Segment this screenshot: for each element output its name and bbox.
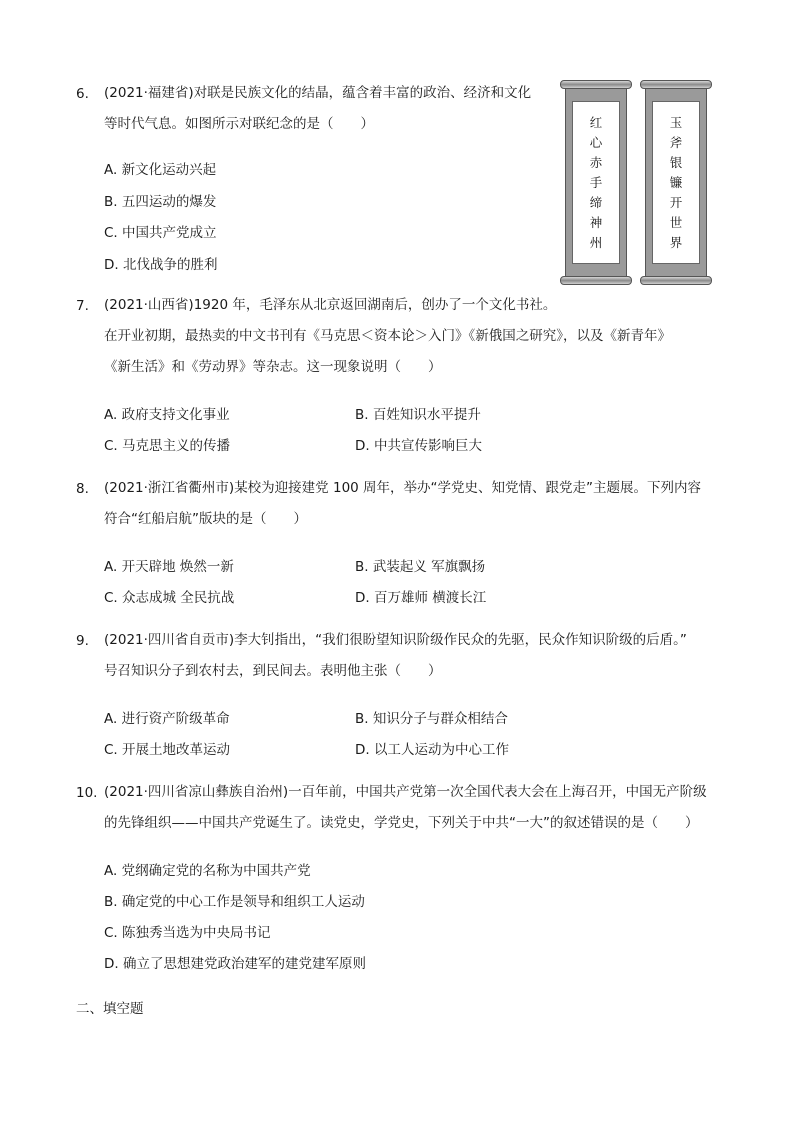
- option-a: A. 党纲确定党的名称为中国共产党: [104, 863, 311, 879]
- couplet-char: 缔: [589, 194, 603, 210]
- question-stem: [104, 625, 687, 687]
- couplet-char: 赤: [589, 154, 603, 170]
- question-number: 6.: [76, 86, 89, 102]
- couplet-char: 界: [669, 234, 683, 250]
- option-a: A. 进行资产阶级革命: [104, 711, 230, 727]
- option-d: D. 百万雄师 横渡长江: [355, 590, 487, 606]
- question-stem: [104, 78, 531, 140]
- question-text-line2: 的先锋组织——中国共产党诞生了。读党史，学党史，下列关于中共“一大”的叙述错误的是（ ）: [104, 815, 699, 831]
- question-stem: [104, 473, 701, 535]
- option-a: A. 新文化运动兴起: [104, 162, 217, 178]
- option-a: A. 开天辟地 焕然一新: [104, 559, 234, 575]
- option-b: B. 武装起义 军旗飘扬: [355, 559, 486, 575]
- option-c: C. 马克思主义的传播: [104, 438, 231, 454]
- scroll-rod: [640, 276, 712, 285]
- question-source: (2021·福建省): [104, 85, 194, 101]
- couplet-scroll-image: [560, 80, 715, 285]
- question-source: (2021·浙江省衢州市): [104, 480, 235, 496]
- question-text-line3: 《新生活》和《劳动界》等杂志。这一现象说明（ ）: [104, 359, 442, 375]
- couplet-char: 银: [669, 154, 683, 170]
- couplet-char: 斧: [669, 134, 683, 150]
- question-text-line1: 一百年前，中国共产党第一次全国代表大会在上海召开，中国无产阶级: [288, 784, 707, 800]
- couplet-char: 开: [669, 194, 683, 210]
- question-stem: [104, 777, 707, 839]
- option-c: C. 中国共产党成立: [104, 225, 217, 241]
- couplet-char: 手: [589, 174, 603, 190]
- question-source: (2021·四川省自贡市): [104, 632, 235, 648]
- couplet-char: 世: [669, 214, 683, 230]
- option-c: C. 陈独秀当选为中央局书记: [104, 925, 271, 941]
- couplet-char: 心: [589, 134, 603, 150]
- option-b: B. 知识分子与群众相结合: [355, 711, 508, 727]
- question-text-line1: 对联是民族文化的结晶，蕴含着丰富的政治、经济和文化: [193, 85, 532, 101]
- option-a: A. 政府支持文化事业: [104, 407, 230, 423]
- question-stem: [104, 290, 671, 383]
- question-number: 8.: [76, 481, 89, 497]
- couplet-char: 镰: [669, 174, 683, 190]
- option-d: D. 以工人运动为中心工作: [355, 742, 509, 758]
- couplet-char: 红: [589, 114, 603, 130]
- question-text-line1: 1920 年，毛泽东从北京返回湖南后，创办了一个文化书社。: [193, 297, 557, 313]
- section-title: 二、填空题: [76, 1001, 144, 1017]
- left-scroll: [560, 80, 632, 285]
- question-number: 7.: [76, 298, 89, 314]
- option-d: D. 中共宣传影响巨大: [355, 438, 482, 454]
- option-d: D. 确立了思想建党政治建军的建党建军原则: [104, 956, 366, 972]
- option-b: B. 五四运动的爆发: [104, 194, 217, 210]
- question-source: (2021·山西省): [104, 297, 194, 313]
- option-b: B. 百姓知识水平提升: [355, 407, 481, 423]
- option-b: B. 确定党的中心工作是领导和组织工人运动: [104, 894, 365, 910]
- question-text-line1: 李大钊指出，“我们很盼望知识阶级作民众的先驱，民众作知识阶级的后盾。”: [234, 632, 687, 648]
- question-text-line1: 某校为迎接建党 100 周年，举办“学党史、知党情、跟党走”主题展。下列内容: [234, 480, 702, 496]
- question-text-line2: 等时代气息。如图所示对联纪念的是（ ）: [104, 116, 374, 132]
- scroll-frame: [645, 88, 707, 277]
- couplet-char: 玉: [669, 114, 683, 130]
- scroll-frame: [565, 88, 627, 277]
- option-d: D. 北伐战争的胜利: [104, 257, 218, 273]
- scroll-text-panel: [652, 101, 700, 264]
- option-c: C. 众志成城 全民抗战: [104, 590, 235, 606]
- scroll-rod: [560, 276, 632, 285]
- question-number: 10.: [76, 785, 98, 801]
- question-source: (2021·四川省凉山彝族自治州): [104, 784, 289, 800]
- couplet-char: 州: [589, 234, 603, 250]
- scroll-text-panel: [572, 101, 620, 264]
- question-text-line2: 在开业初期，最热卖的中文书刊有《马克思＜资本论＞入门》《新俄国之研究》，以及《新青年》: [104, 328, 671, 344]
- couplet-char: 神: [589, 214, 603, 230]
- question-text-line2: 号召知识分子到农村去，到民间去。表明他主张（ ）: [104, 663, 442, 679]
- question-text-line2: 符合“红船启航”版块的是（ ）: [104, 511, 307, 527]
- question-number: 9.: [76, 633, 89, 649]
- right-scroll: [640, 80, 712, 285]
- option-c: C. 开展土地改革运动: [104, 742, 231, 758]
